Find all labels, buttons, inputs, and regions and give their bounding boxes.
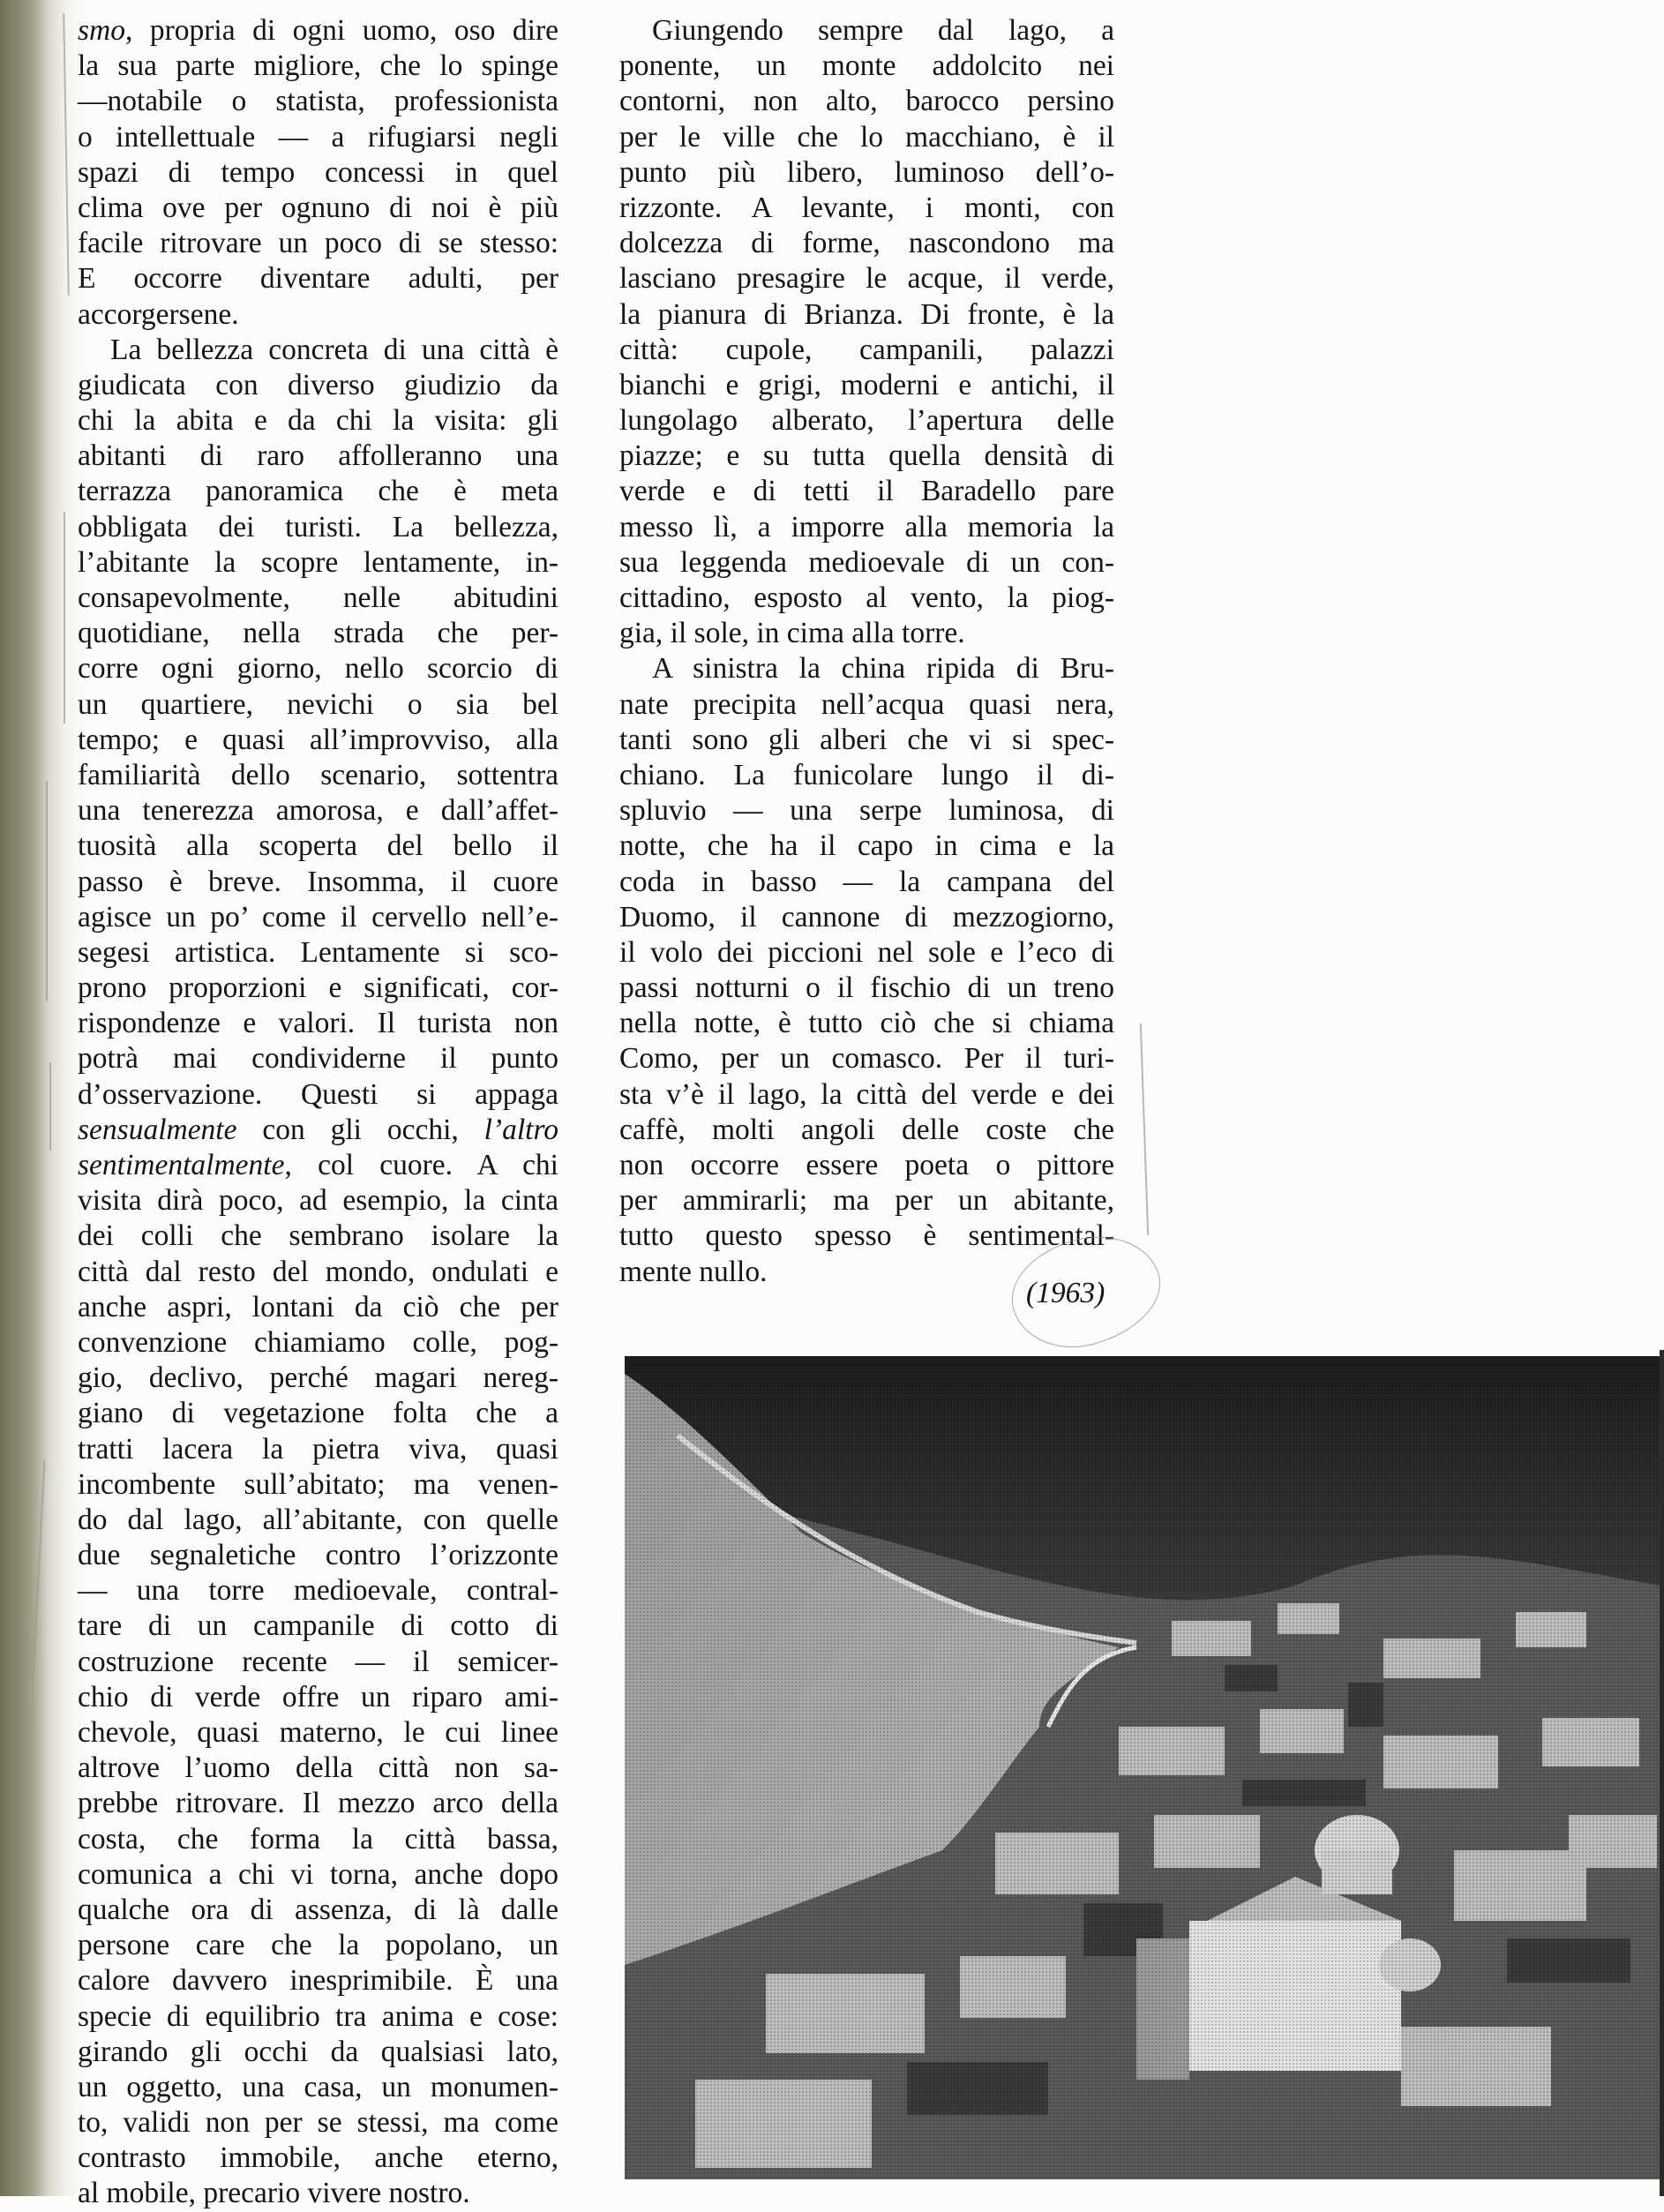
line-text: tutto questo spesso è sentimental- — [619, 1219, 1114, 1253]
text-line — [619, 1077, 1114, 1113]
line-text: cittadino, esposto al vento, la piog- — [619, 581, 1114, 614]
text-line — [78, 510, 558, 545]
line-text: l’abitante la scopre lentamente, in- — [78, 545, 558, 579]
line-text: facile ritrovare un poco di se stesso: — [78, 227, 558, 260]
line-text: verde e di tetti il Baradello pare — [619, 475, 1114, 508]
line-text: convenzione chiamiamo colle, pog- — [78, 1325, 558, 1359]
text-line — [619, 120, 1114, 155]
line-text: ponente, un monte addolcito nei — [619, 49, 1114, 83]
text-line — [78, 829, 558, 864]
text-line — [619, 155, 1114, 191]
text-line — [78, 49, 558, 84]
line-text: la pianura di Brianza. Di fronte, è la — [619, 297, 1114, 331]
text-line — [78, 1113, 558, 1148]
text-line — [619, 333, 1114, 368]
text-line — [78, 1467, 558, 1503]
line-text: accorgersene. — [78, 297, 239, 331]
text-line — [619, 545, 1114, 581]
text-line — [78, 2035, 558, 2070]
line-text: rizzonte. A levante, i monti, con — [619, 191, 1114, 224]
line-text: città dal resto del mondo, ondulati e — [78, 1255, 558, 1288]
line-text: E occorre diventare adulti, per — [78, 262, 558, 296]
text-line — [78, 971, 558, 1006]
text-line — [78, 758, 558, 793]
line-text: chi la abita e da chi la visita: gli — [78, 404, 558, 438]
text-line — [619, 439, 1114, 474]
text-line — [78, 545, 558, 581]
text-line — [78, 1608, 558, 1644]
line-text: caffè, molti angoli delle coste che — [619, 1113, 1114, 1146]
text-line — [619, 297, 1114, 333]
text-line — [78, 1396, 558, 1431]
text-line — [78, 1786, 558, 1821]
pencil-margin-mark — [49, 1062, 51, 1151]
text-line — [78, 226, 558, 261]
text-line — [619, 226, 1114, 261]
line-text: tare di un campanile di cotto di — [78, 1609, 558, 1643]
line-text: agisce un po’ come il cervello nell’e- — [78, 900, 558, 934]
line-text: sua leggenda medioevale di un con- — [619, 545, 1114, 579]
line-text: mente nullo. — [619, 1255, 768, 1288]
text-line — [619, 616, 1114, 651]
text-line — [619, 49, 1114, 84]
text-line — [619, 865, 1114, 900]
line-text: qualche ora di assenza, di là dalle — [78, 1893, 558, 1926]
line-text: anche aspri, lontani da ciò che per — [78, 1290, 558, 1323]
line-text: terrazza panoramica che è meta — [78, 475, 558, 508]
text-line — [78, 1680, 558, 1715]
line-text: altrove l’uomo della città non sa- — [78, 1751, 558, 1785]
line-text: A sinistra la china ripida di Bru- — [652, 652, 1114, 686]
text-line — [78, 333, 558, 368]
pencil-margin-mark — [46, 781, 48, 1001]
line-text: Duomo, il cannone di mezzogiorno, — [619, 900, 1114, 934]
text-line — [619, 510, 1114, 545]
line-text: , col cuore. A chi — [284, 1149, 558, 1181]
text-line — [619, 13, 1114, 49]
text-line — [78, 900, 558, 935]
text-line — [78, 935, 558, 971]
text-line — [78, 261, 558, 296]
text-line — [78, 439, 558, 474]
text-line — [619, 84, 1114, 119]
left-text-column — [78, 13, 558, 2212]
text-line — [78, 297, 558, 333]
text-line — [78, 1538, 558, 1573]
text-line — [78, 1893, 558, 1928]
text-line — [78, 1822, 558, 1857]
line-text: giano di vegetazione folta che a — [78, 1397, 558, 1430]
text-line — [78, 1290, 558, 1325]
italic-text: sensualmente — [78, 1113, 237, 1146]
text-line — [619, 261, 1114, 296]
line-text: non occorre essere poeta o pittore — [619, 1149, 1114, 1181]
text-line — [619, 474, 1114, 509]
italic-text: l’altro — [483, 1113, 558, 1146]
line-text: un quartiere, nevichi o sia bel — [78, 687, 558, 721]
italic-text: smo — [78, 14, 125, 47]
line-text: chio di verde offre un riparo ami- — [78, 1680, 558, 1713]
line-text: , propria di ogni uomo, oso dire — [124, 14, 558, 47]
line-text: La bellezza concreta di una città è — [110, 333, 558, 366]
text-line — [619, 793, 1114, 829]
text-line — [78, 687, 558, 723]
line-text: abitanti di raro affolleranno una — [78, 439, 558, 473]
text-line — [78, 2176, 558, 2211]
line-text: gia, il sole, in cima alla torre. — [619, 617, 965, 650]
line-text: to, validi non per se stessi, ma come — [78, 2106, 558, 2140]
text-line — [78, 723, 558, 758]
line-text: comunica a chi vi torna, anche dopo — [78, 1857, 558, 1891]
line-text: segesi artistica. Lentamente si sco- — [78, 935, 558, 969]
line-text: tanti sono gli alberi che vi si spec- — [619, 723, 1114, 756]
line-text: nella notte, è tutto ciò che si chiama — [619, 1007, 1114, 1040]
text-line — [619, 191, 1114, 226]
text-line — [78, 1006, 558, 1041]
text-line — [78, 191, 558, 226]
adjacent-page-edge — [1660, 1350, 1664, 2196]
text-line — [78, 1432, 558, 1467]
text-line — [78, 368, 558, 403]
text-line — [619, 1041, 1114, 1076]
text-line — [78, 13, 558, 49]
line-text: piazze; e su tutta quella densità di — [619, 439, 1114, 473]
line-text: girando gli occhi da qualsiasi lato, — [78, 2035, 558, 2068]
line-text: dolcezza di forme, nascondono ma — [619, 227, 1114, 260]
line-text: lungolago alberato, l’apertura delle — [619, 404, 1114, 438]
pencil-margin-mark — [1140, 1024, 1149, 1235]
line-text: due segnaletiche contro l’orizzonte — [78, 1539, 558, 1572]
line-text: persone care che la popolano, un — [78, 1929, 558, 1962]
line-text: spazi di tempo concessi in quel — [78, 155, 558, 189]
text-line — [619, 758, 1114, 793]
line-text: chiano. La funicolare lungo il di- — [619, 758, 1114, 791]
text-line — [78, 2141, 558, 2176]
text-line — [78, 1183, 558, 1218]
line-text: costa, che forma la città bassa, — [78, 1822, 558, 1856]
line-text: prebbe ritrovare. Il mezzo arco della — [78, 1787, 558, 1820]
line-text: dei colli che sembrano isolare la — [78, 1219, 558, 1253]
line-text: incombente sull’abitato; ma venen- — [78, 1467, 558, 1501]
text-line — [619, 1006, 1114, 1041]
line-text: al mobile, precario vivere nostro. — [78, 2177, 470, 2210]
line-text: passi notturni o il fischio di un treno — [619, 971, 1114, 1005]
text-line — [78, 1361, 558, 1396]
text-line — [78, 2070, 558, 2105]
line-text: consapevolmente, nelle abitudini — [78, 581, 558, 614]
text-line — [78, 2105, 558, 2141]
line-text: visita dirà poco, ad esempio, la cinta — [78, 1184, 558, 1218]
italic-text: sentimentalmente — [78, 1149, 285, 1181]
text-line — [78, 155, 558, 191]
text-line — [78, 1503, 558, 1538]
text-line — [619, 1113, 1114, 1148]
text-line — [78, 793, 558, 829]
text-line — [619, 403, 1114, 439]
line-text: una tenerezza amorosa, e dall’affet- — [78, 794, 558, 828]
line-text: lasciano presagire le acque, il verde, — [619, 262, 1114, 296]
text-line — [619, 651, 1114, 686]
line-text: d’osservazione. Questi si appaga — [78, 1077, 558, 1111]
line-text: per ammirarli; ma per un abitante, — [619, 1184, 1114, 1218]
line-text: sta v’è il lago, la città del verde e dei — [619, 1077, 1114, 1111]
text-line — [619, 723, 1114, 758]
line-text: un oggetto, una casa, un monumen- — [78, 2070, 558, 2103]
line-text: rispondenze e valori. Il turista non — [78, 1007, 558, 1040]
text-line — [619, 687, 1114, 723]
line-text: Como, per un comasco. Per il turi- — [619, 1042, 1114, 1076]
text-line — [78, 1218, 558, 1254]
text-line — [78, 1751, 558, 1786]
line-text: per le ville che lo macchiano, è il — [619, 120, 1114, 154]
line-text: potrà mai condividerne il punto — [78, 1042, 558, 1076]
line-text: tratti lacera la pietra viva, quasi — [78, 1432, 558, 1466]
text-line — [78, 1963, 558, 1998]
line-text: spluvio — una serpe luminosa, di — [619, 794, 1114, 828]
line-text: corre ogni giorno, nello scorcio di — [78, 652, 558, 686]
line-text: nate precipita nell’acqua quasi nera, — [619, 687, 1114, 721]
text-line — [78, 120, 558, 155]
aerial-city-photo-graphic — [625, 1356, 1660, 2179]
text-line — [78, 1928, 558, 1963]
line-text: giudicata con diverso giudizio da — [78, 368, 558, 401]
line-text: gio, declivo, perché magari nereg- — [78, 1361, 558, 1395]
line-text: clima ove per ognuno di noi è più — [78, 191, 558, 224]
line-text: notte, che ha il capo in cima e la — [619, 829, 1114, 863]
line-text: bianchi e grigi, moderni e antichi, il — [619, 368, 1114, 401]
text-line — [78, 1077, 558, 1113]
line-text: prono proporzioni e significati, cor- — [78, 971, 558, 1005]
text-line — [619, 829, 1114, 864]
line-text: costruzione recente — il semicer- — [78, 1645, 558, 1678]
line-text: contorni, non alto, barocco persino — [619, 85, 1114, 118]
text-line — [78, 1148, 558, 1183]
text-line — [619, 971, 1114, 1006]
text-line — [78, 403, 558, 439]
text-line — [619, 1183, 1114, 1218]
line-text: città: cupole, campanili, palazzi — [619, 333, 1114, 366]
aerial-photo-como — [625, 1356, 1660, 2179]
publication-year: (1963) — [1026, 1277, 1106, 1309]
line-text: coda in basso — la campana del — [619, 865, 1114, 898]
text-line — [78, 581, 558, 616]
text-line — [78, 616, 558, 651]
line-text: familiarità dello scenario, sottentra — [78, 758, 558, 791]
right-text-column — [619, 13, 1114, 1290]
line-text: specie di equilibrio tra anima e cose: — [78, 1999, 558, 2033]
text-line — [619, 581, 1114, 616]
line-text: contrasto immobile, anche eterno, — [78, 2141, 558, 2175]
line-text: punto più libero, luminoso dell’o- — [619, 155, 1114, 189]
line-text: la sua parte migliore, che lo spinge — [78, 49, 558, 83]
pencil-margin-mark — [64, 512, 65, 724]
text-line — [619, 1218, 1114, 1254]
text-line — [619, 935, 1114, 971]
line-text: con gli occhi, — [236, 1113, 484, 1146]
text-line — [78, 651, 558, 686]
text-line — [78, 1325, 558, 1361]
text-line — [78, 1255, 558, 1290]
line-text: o intellettuale — a rifugiarsi negli — [78, 120, 558, 154]
line-text: passo è breve. Insomma, il cuore — [78, 865, 558, 898]
text-line — [619, 900, 1114, 935]
text-line — [619, 1148, 1114, 1183]
line-text: —notabile o statista, professionista — [78, 85, 558, 118]
line-text: tuosità alla scoperta del bello il — [78, 829, 558, 863]
line-text: messo lì, a imporre alla memoria la — [619, 510, 1114, 544]
text-line — [78, 84, 558, 119]
line-text: il volo dei piccioni nel sole e l’eco di — [619, 935, 1114, 969]
text-line — [78, 1645, 558, 1680]
line-text: chevole, quasi materno, le cui linee — [78, 1716, 558, 1749]
text-line — [78, 1857, 558, 1893]
text-line — [78, 865, 558, 900]
line-text: calore davvero inesprimibile. È una — [78, 1964, 558, 1998]
text-line — [78, 1041, 558, 1076]
line-text: Giungendo sempre dal lago, a — [652, 14, 1114, 47]
text-line — [78, 474, 558, 509]
text-line — [619, 368, 1114, 403]
line-text: obbligata dei turisti. La bellezza, — [78, 510, 558, 544]
text-line — [78, 1715, 558, 1751]
text-line — [78, 1573, 558, 1608]
line-text: quotidiane, nella strada che per- — [78, 617, 558, 650]
line-text: do dal lago, all’abitante, con quelle — [78, 1503, 558, 1536]
text-line — [78, 1999, 558, 2035]
line-text: tempo; e quasi all’improvviso, alla — [78, 723, 558, 756]
line-text: — una torre medioevale, contral- — [78, 1574, 558, 1608]
